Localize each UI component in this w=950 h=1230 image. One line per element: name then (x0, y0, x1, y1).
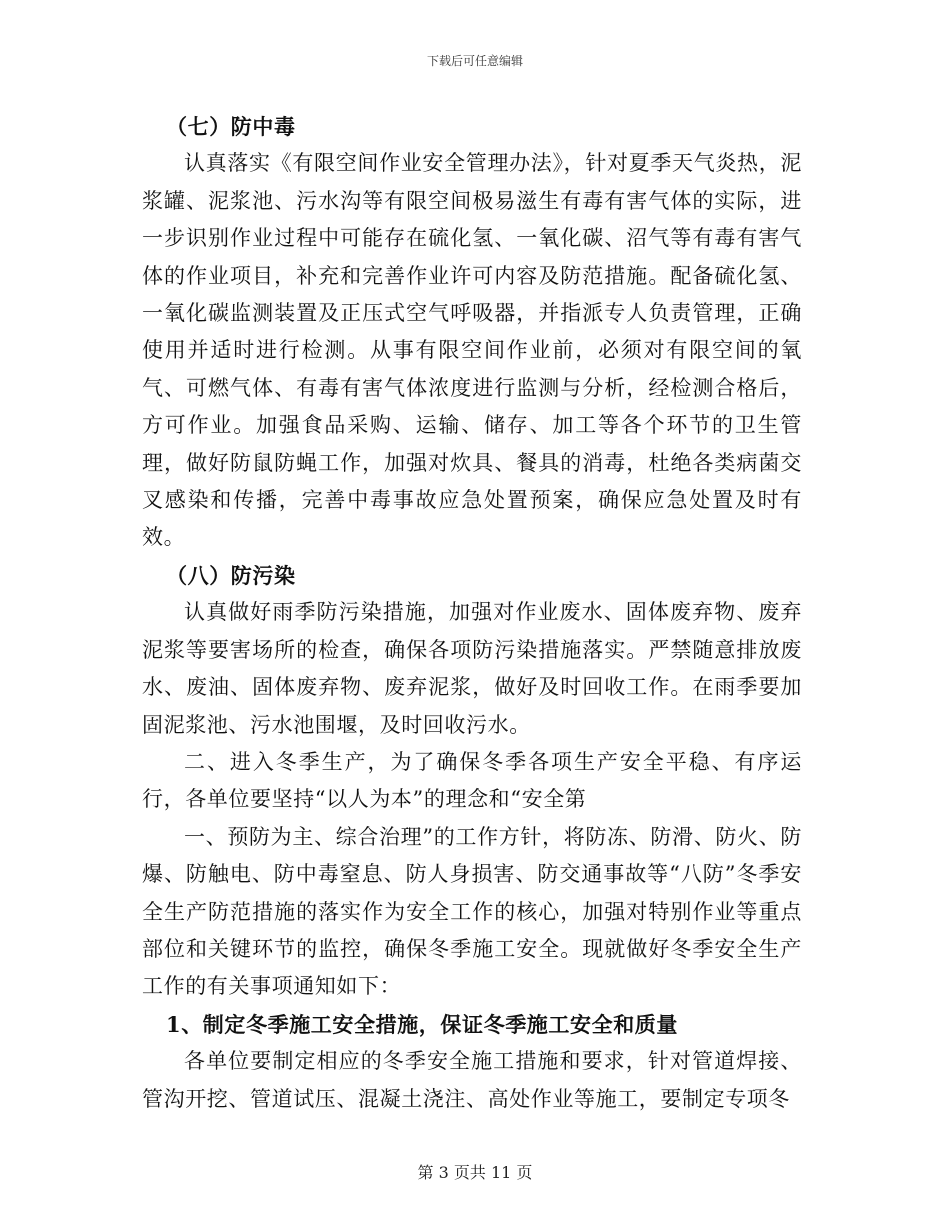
section-heading-anti-pollution: （八）防污染 (166, 562, 296, 588)
section-heading-anti-poisoning: （七）防中毒 (166, 114, 296, 139)
paragraph-anti-poisoning: 认真落实《有限空间作业安全管理办法》，针对夏季天气炎热，泥浆罐、泥浆池、污水沟等有限空间极易滋生有毒有害气体的实际，进一步识别作业过程中可能存在硫化氢、一氧化碳、沼气等有毒有害气体的作业项目，补充和完善作业许可内容及防范措施。配备硫化氢、一氧化碳监测装置及正压式空气呼吸器，并指派专人负责管理，正确使用并适时进行检测。从事有限空间作业前，必须对有限空间的氧气、可燃气体、有毒有害气体浓度进行监测与分析，经检测合格后，方可作业。加强食品采购、运输、储存、加工等各个环节的卫生管理，做好防鼠防蝇工作，加强对炊具、餐具的消毒，杜绝各类病菌交叉感染和传播，完善中毒事故应急处置预案，确保应急处置及时有效。 (142, 151, 802, 550)
paragraph-winter-intro: 二、进入冬季生产，为了确保冬季各项生产安全平稳、有序运行，各单位要坚持“以人为本”的理念和“安全第 (142, 749, 802, 812)
page-number: 第 3 页共 11 页 (417, 1163, 533, 1182)
paragraph-anti-pollution: 认真做好雨季防污染措施，加强对作业废水、固体废弃物、废弃泥浆等要害场所的检查，确保各项防污染措施落实。严禁随意排放废水、废油、固体废弃物、废弃泥浆，做好及时回收工作。在雨季要加固泥浆池、污水池围堰，及时回收污水。 (142, 600, 802, 737)
item-heading-winter-measures: 1、制定冬季施工安全措施，保证冬季施工安全和质量 (166, 1011, 679, 1037)
document-body (142, 108, 802, 1118)
paragraph-winter-measures: 各单位要制定相应的冬季安全施工措施和要求，针对管道焊接、管沟开挖、管道试压、混凝土浇注、高处作业等施工，要制定专项冬 (142, 1049, 802, 1111)
page-header: 下载后可任意编辑 (426, 54, 523, 68)
paragraph-winter-policy: 一、预防为主、综合治理”的工作方针，将防冻、防滑、防火、防爆、防触电、防中毒窒息、防人身损害、防交通事故等“八防”冬季安全生产防范措施的落实作为安全工作的核心，加强对特别作业等重点部位和关键环节的监控，确保冬季施工安全。现就做好冬季安全生产工作的有关事项通知如下： (142, 824, 802, 999)
